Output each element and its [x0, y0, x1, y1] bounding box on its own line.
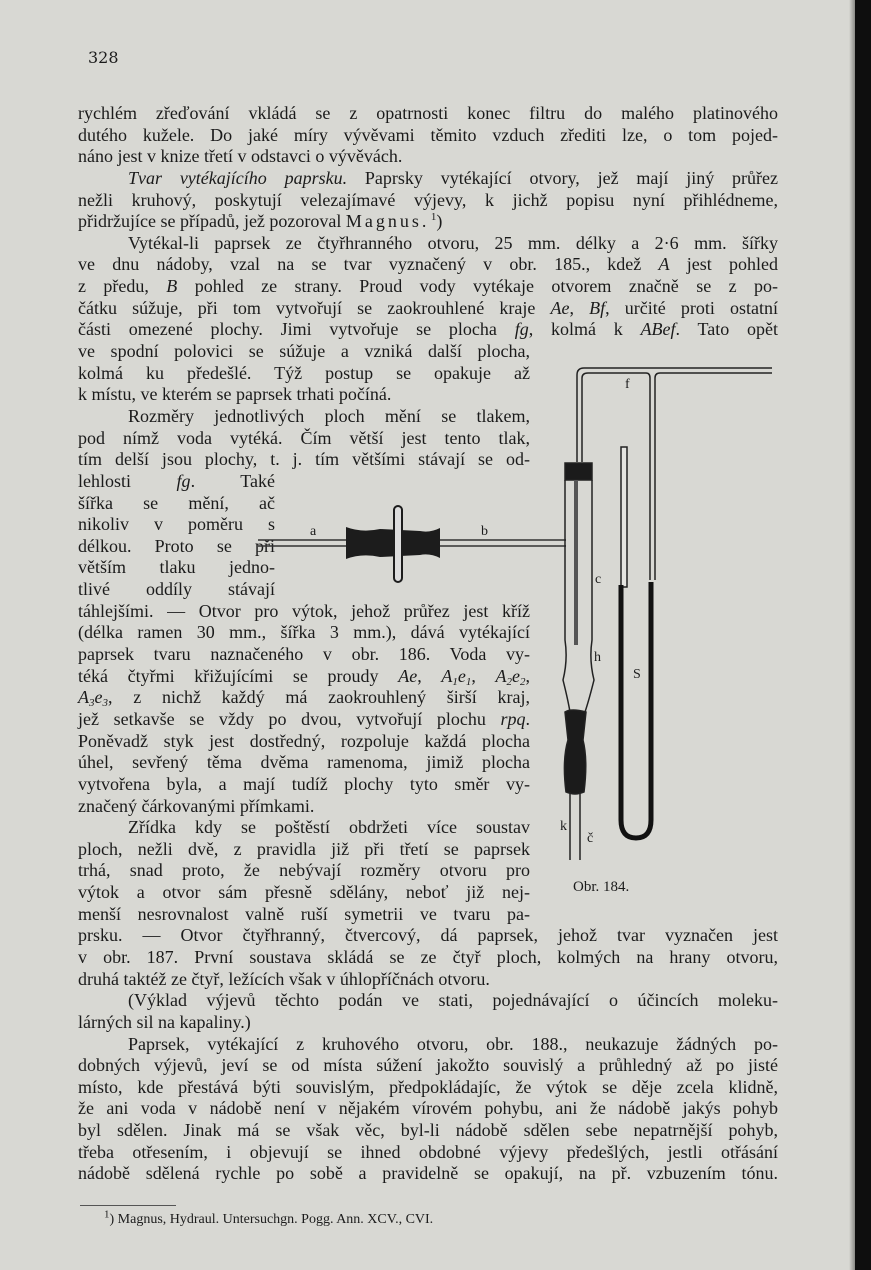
label-e: č: [587, 831, 594, 846]
text-segment: nikoliv v poměru s: [78, 514, 275, 535]
horizontal-tube-ab: [258, 506, 566, 582]
text-segment: délkou. Proto se při: [78, 535, 275, 556]
label-h: h: [594, 650, 601, 665]
text-segment: značený čárkovanými přímkami.: [78, 795, 315, 816]
text-segment: 2: [520, 675, 526, 688]
footnote-rule: [80, 1205, 176, 1206]
apparatus: [563, 368, 772, 860]
text-segment: z předu,: [78, 276, 167, 297]
text-segment: že ani voda v nádobě není v nějakém vírovém pohybu, ani že nádobě jakýs pohyb: [78, 1098, 778, 1119]
label-k: k: [560, 819, 567, 834]
label-b: b: [481, 524, 488, 539]
text-segment: ,: [569, 297, 590, 318]
text-segment: ): [436, 211, 443, 232]
text-segment: výtok a otvor sám přesně sdělány, neboť již nej-: [78, 882, 530, 903]
text-segment: třeba otřesením, i objevují se ihned obdobné výjevy předešlých, jestli otřásání: [78, 1141, 778, 1162]
text-segment: , určité proti ostatní: [605, 297, 778, 318]
footnote-mark: 1: [104, 1208, 110, 1221]
text-segment: .: [421, 211, 431, 232]
text-segment: A: [658, 254, 670, 275]
text-segment: nežli kruhový, poskytují velezajímavé výjevy, k jichž popisu nyní přihlédneme,: [78, 189, 778, 210]
label-s: S: [633, 667, 641, 682]
text-segment: části omezené plochy. Jimi vytvořuje se plocha: [78, 319, 515, 340]
text-segment: Paprsek, vytékající z kruhového otvoru, obr. 188., neukazuje žádných po-: [128, 1033, 778, 1054]
text-segment: Ae: [398, 665, 418, 686]
text-segment: druhá taktéž ze čtyř, ležících však v úhlopříčnách otvoru.: [78, 968, 490, 989]
text-segment: jest pohled: [669, 254, 778, 275]
text-segment: 1: [465, 675, 472, 688]
text-segment: 2: [506, 675, 512, 688]
text-segment: ,: [417, 665, 442, 686]
text-segment: táhlejšími. — Otvor pro výtok, jehož průřez jest kříž: [78, 600, 530, 621]
footnote-text: ) Magnus, Hydraul. Untersuchgn. Pogg. Ann. XCV., CVI.: [109, 1212, 434, 1227]
text-segment: větším tlaku jedno-: [78, 557, 275, 578]
text-segment: fg: [514, 319, 529, 340]
text-segment: úhel, sevřený těma dvěma ramenoma, jimiž plocha: [78, 752, 530, 773]
text-segment: . Tato opět: [675, 319, 779, 340]
text-segment: Poněvadž styk jest dostředný, rozpoluje každá plocha: [78, 730, 530, 751]
text-segment: (délka ramen 30 mm., šířka 3 mm.), dává vytékající: [78, 622, 530, 643]
text-segment: ABef: [640, 319, 676, 340]
text-segment: náno jest v knize třetí v odstavci o vývěvách.: [78, 146, 403, 167]
text-segment: (Výklad výjevů těchto podán ve stati, pojednávající o účincích moleku-: [128, 990, 778, 1011]
text-segment: Vytékal-li paprsek ze čtyřhranného otvoru, 25 mm. délky a 2·6 mm. šířky: [128, 232, 778, 253]
text-segment: . Také: [190, 470, 275, 491]
text-segment: rychlém zřeďování vkládá se z opatrnosti konec filtru do malého platinového: [78, 103, 778, 123]
text-segment: B: [166, 276, 178, 297]
text-segment: téká čtyřmi křižujícími se proudy: [78, 665, 399, 686]
text-segment: ploch, nežli dvě, z pravidla již při třetí se paprsek: [78, 838, 530, 859]
text-segment: v obr. 187. První soustava skládá se ze čtyř ploch, kolmých na hrany otvoru,: [78, 946, 778, 967]
text-segment: ,: [525, 665, 530, 686]
text-segment: A: [441, 665, 453, 686]
text-segment: prsku. — Otvor čtyřhranný, čtvercový, dá paprsek, jehož tvar vyznačen jest: [78, 925, 778, 946]
footnote: [104, 1208, 434, 1228]
text-segment: A: [495, 665, 507, 686]
text-segment: Tvar vytékajícího paprsku.: [128, 167, 348, 188]
text-segment: k místu, ve kterém se paprsek trhati počíná.: [78, 384, 392, 405]
text-segment: Paprsky vytékající otvory, jež mají jiný průřez: [347, 167, 778, 188]
text-segment: trhá, snad proto, že nebývají rozměry otvoru pro: [78, 860, 530, 881]
text-segment: menší nesrovnalost valně ruší symetrii ve tvaru pa-: [78, 903, 530, 924]
text-segment: 1: [452, 675, 458, 688]
text-segment: pohled ze strany. Proud vody vytékaje otvorem značně se z po-: [177, 276, 778, 297]
text-segment: e: [94, 687, 103, 708]
text-segment: lehlosti: [78, 470, 177, 491]
page-number: 328: [88, 48, 119, 67]
text-segment: , kolmá k: [528, 319, 641, 340]
stopcock-rod: [394, 506, 402, 582]
text-segment: místo, kde přestává býti souvislým, předpokládajíc, že výtok se děje zcela klidně,: [78, 1076, 778, 1097]
text-segment: , z nichž každý má zaokrouhlený širší kraj,: [108, 687, 530, 708]
label-a: a: [310, 524, 317, 539]
text-segment: fg: [176, 470, 191, 491]
text-segment: nádobě sdělená rychle po sobě a pravidelně se opakují, na př. vzbuzením tónu.: [78, 1163, 778, 1184]
text-segment: tím delší jsou plochy, t. j. tím většími stávají se od-: [78, 449, 530, 470]
text-segment: přidržujíce se případů, jež pozoroval: [78, 211, 346, 232]
text-segment: rpq: [500, 708, 526, 729]
text-segment: 3: [102, 697, 108, 710]
text-segment: A: [78, 687, 89, 708]
text-segment: kolmá ku předešlé. Týž postup se opakuje až: [78, 362, 530, 383]
text-segment: Rozměry jednotlivých ploch mění se tlakem,: [128, 405, 530, 426]
text-segment: čátku súžuje, při tom vytvořují se zaokrouhlené kraje: [78, 297, 551, 318]
text-segment: 3: [89, 697, 95, 710]
text-segment: dobných výjevů, jeví se od místa súžení jakožto souvislý a průhledný až po jisté: [78, 1055, 778, 1076]
text-segment: jež setkavše se vždy po dvou, vytvořují plochu: [78, 708, 501, 729]
text-segment: vytvořena byla, a mají tudíž plochy tyto směr vy-: [78, 773, 530, 794]
text-segment: Zřídka kdy se poštěstí obdržeti více soustav: [128, 817, 530, 838]
text-segment: šířka se mění, ač: [78, 492, 275, 513]
text-segment: pod nímž voda vytéká. Čím větší jest tento tlak,: [78, 427, 530, 448]
text-segment: Bf: [589, 297, 606, 318]
text-segment: 1: [430, 211, 437, 224]
text-segment: .: [525, 708, 530, 729]
label-f: f: [625, 377, 630, 392]
text-segment: ve spodní polovici se súžuje a vzniká další plocha,: [78, 341, 530, 362]
text-segment: ,: [471, 665, 496, 686]
text-segment: Magnus: [345, 211, 422, 232]
text-segment: tlivé oddíly stávají: [78, 579, 275, 600]
text-segment: Ae: [550, 297, 570, 318]
text-segment: lárných sil na kapaliny.): [78, 1011, 251, 1032]
text-segment: ve dnu nádoby, vzal na se tvar vyznačený v obr. 185., kdež: [78, 254, 659, 275]
label-c: c: [595, 572, 602, 587]
text-segment: dutého kužele. Do jaké míry vývěvami těmito vzduch zřediti lze, o tom pojed-: [78, 124, 778, 145]
figure-caption: Obr. 184.: [573, 879, 630, 895]
text-segment: paprsek tvaru naznačeného v obr. 186. Voda vy-: [78, 644, 530, 665]
text-segment: e: [512, 665, 520, 686]
text-segment: e: [457, 665, 466, 686]
text-segment: byl sdělen. Jinak má se však věc, byl-li nádobě sdělen sebe nepatrnější pohyb,: [78, 1120, 778, 1141]
